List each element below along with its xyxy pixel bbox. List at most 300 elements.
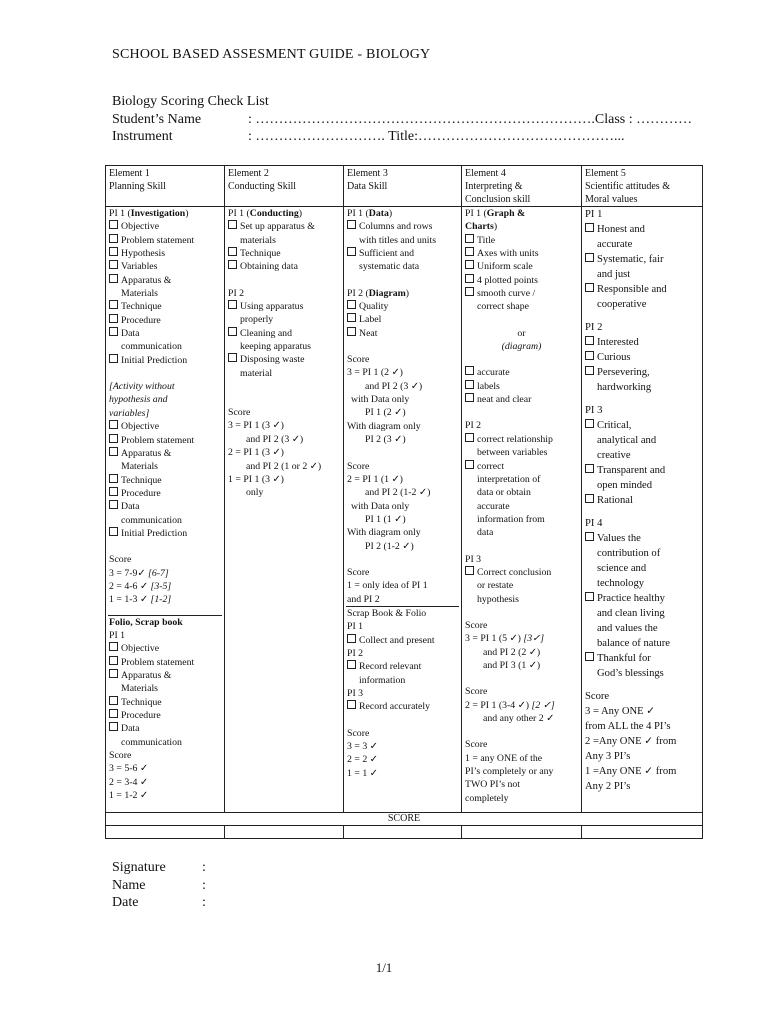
- item-label: Responsible and: [597, 284, 667, 295]
- pi-label: PI 1: [585, 209, 603, 220]
- item-label: Cleaning and: [240, 327, 292, 339]
- item-label: correct: [477, 460, 505, 472]
- score-label: Score: [347, 354, 370, 366]
- header-line: Conducting Skill: [228, 181, 297, 192]
- pi-label: ): [185, 208, 189, 219]
- checkbox-icon[interactable]: [228, 247, 237, 256]
- checkbox-icon[interactable]: [109, 247, 118, 256]
- item-label: Collect and present: [359, 634, 435, 646]
- header-element-1: [106, 166, 225, 207]
- item-label: properly: [240, 314, 274, 326]
- score-note: [3-5]: [150, 580, 172, 592]
- score-text: 3 = PI 1 (3 ✓): [228, 420, 284, 432]
- score-label: Score: [347, 460, 370, 472]
- checkbox-item[interactable]: [347, 327, 458, 340]
- item-label: 4 plotted points: [477, 274, 538, 286]
- score-label: Score: [465, 686, 488, 698]
- checkbox-item[interactable]: [347, 247, 458, 260]
- item-label: or restate: [477, 580, 514, 592]
- header-line: Moral values: [585, 194, 638, 205]
- item-label: analytical and: [597, 435, 657, 446]
- pi-label: ): [493, 221, 498, 233]
- item-label: communication: [121, 514, 182, 526]
- checkbox-icon[interactable]: [585, 652, 594, 661]
- checkbox-item[interactable]: [465, 274, 578, 287]
- checkbox-icon[interactable]: [585, 592, 594, 601]
- pi-bold: Investigation: [130, 208, 186, 219]
- item-label: accurate: [477, 367, 510, 379]
- pi-label: PI 2: [465, 420, 482, 432]
- checkbox-item[interactable]: [109, 642, 221, 655]
- checkbox-item[interactable]: [109, 447, 221, 460]
- note-text: [Activity without: [109, 381, 175, 393]
- checkbox-item[interactable]: [347, 700, 458, 713]
- item-label: Objective: [121, 421, 160, 433]
- score-text: 1 = any ONE of the: [465, 752, 543, 764]
- checkbox-item[interactable]: [228, 260, 340, 273]
- checkbox-item[interactable]: [109, 696, 221, 709]
- checkbox-icon[interactable]: [347, 327, 356, 336]
- signature-row: [112, 860, 206, 876]
- item-label: Data: [121, 723, 140, 735]
- item-label: keeping apparatus: [240, 341, 311, 353]
- score-text: 3 = PI 1 (5 ✓): [465, 633, 521, 645]
- score-text: and any other 2 ✓: [483, 713, 555, 724]
- item-label: communication: [121, 341, 182, 353]
- checkbox-item[interactable]: [585, 252, 699, 267]
- name-row: [112, 878, 206, 894]
- pi-heading: [347, 207, 458, 220]
- item-label: interpretation of: [477, 473, 541, 485]
- checkbox-item[interactable]: [465, 393, 578, 406]
- checkbox-item[interactable]: [585, 222, 699, 237]
- item-label: Initial Prediction: [121, 527, 188, 539]
- checkbox-icon[interactable]: [465, 566, 474, 575]
- checkbox-icon[interactable]: [109, 327, 118, 336]
- or-text: or: [517, 327, 526, 339]
- pi-label: PI 1 (: [465, 208, 487, 219]
- score-text: 2 = 3-4 ✓: [109, 776, 149, 788]
- item-label: Rational: [597, 495, 633, 506]
- score-text: 2 =Any ONE ✓ from: [585, 736, 677, 747]
- checkbox-icon[interactable]: [228, 260, 237, 269]
- score-text: 1 = 1-2 ✓: [109, 790, 149, 802]
- score-label: Score: [109, 554, 132, 566]
- checkbox-icon[interactable]: [109, 447, 118, 456]
- score-label: Score: [347, 566, 370, 578]
- checkbox-item[interactable]: [109, 500, 221, 513]
- item-label: Title: [477, 234, 496, 246]
- score-entry-row: [106, 826, 703, 839]
- checkbox-icon[interactable]: [585, 336, 594, 345]
- item-label: technology: [597, 578, 645, 589]
- checkbox-item[interactable]: [109, 260, 221, 273]
- score-text: 2 = PI 1 (3 ✓): [228, 447, 284, 459]
- score-label: Score: [465, 739, 488, 751]
- checkbox-item[interactable]: [109, 234, 221, 247]
- checkbox-item[interactable]: [465, 460, 578, 473]
- score-text: and PI 2 (3 ✓): [365, 380, 423, 392]
- item-label: Persevering,: [597, 367, 650, 378]
- item-label: Technique: [240, 248, 281, 260]
- checkbox-item[interactable]: [109, 327, 221, 340]
- pi-label: PI 3: [465, 553, 482, 565]
- score-label: Score: [465, 619, 488, 631]
- score-text: PI 2 (1-2 ✓): [365, 540, 414, 552]
- checkbox-icon[interactable]: [228, 327, 237, 336]
- header-line: Conclusion skill: [465, 194, 531, 205]
- name-label: Name: [112, 878, 146, 893]
- score-text: 2 = 4-6 ✓: [109, 580, 149, 592]
- checkbox-icon[interactable]: [109, 696, 118, 705]
- checkbox-item[interactable]: [109, 487, 221, 500]
- item-label: Critical,: [597, 420, 632, 431]
- pi-label: PI 3: [585, 405, 603, 416]
- checkbox-item[interactable]: [228, 327, 340, 340]
- score-text: with Data only: [351, 394, 410, 406]
- checkbox-item[interactable]: [347, 634, 458, 647]
- pi-bold: Diagram: [368, 287, 406, 299]
- checkbox-item[interactable]: [109, 314, 221, 327]
- instrument-value: : ………………………. Title:……………………………………...: [248, 129, 625, 144]
- checkbox-icon[interactable]: [109, 669, 118, 678]
- item-label: open minded: [597, 480, 653, 491]
- item-label: cooperative: [597, 299, 647, 310]
- checkbox-item[interactable]: [585, 365, 699, 380]
- checkbox-item[interactable]: [585, 531, 699, 546]
- checkbox-item[interactable]: [109, 420, 221, 433]
- element-1-cell: [106, 207, 225, 813]
- checkbox-icon[interactable]: [465, 234, 474, 243]
- checkbox-icon[interactable]: [465, 260, 474, 269]
- date-colon: :: [202, 895, 206, 910]
- score-text: and PI 2: [347, 593, 380, 605]
- score-text: and PI 2 (2 ✓): [483, 646, 541, 658]
- checkbox-icon[interactable]: [109, 722, 118, 731]
- checkbox-item[interactable]: [465, 566, 578, 579]
- item-label: Disposing waste: [240, 354, 305, 366]
- checkbox-icon[interactable]: [109, 487, 118, 496]
- checkbox-item[interactable]: [109, 300, 221, 313]
- checkbox-item[interactable]: [465, 260, 578, 273]
- checkbox-item[interactable]: [347, 220, 458, 233]
- score-cell-element-4[interactable]: [462, 826, 582, 839]
- instrument-row: [112, 129, 624, 145]
- checkbox-item[interactable]: [465, 366, 578, 379]
- checkbox-icon[interactable]: [347, 300, 356, 309]
- checkbox-item[interactable]: [585, 591, 699, 606]
- item-label: Hypothesis: [121, 248, 166, 260]
- scoring-table: [105, 165, 703, 839]
- checkbox-icon[interactable]: [465, 433, 474, 442]
- scrap-book-heading: Scrap Book & Folio: [347, 607, 427, 619]
- score-text: and PI 2 (1-2 ✓): [365, 487, 431, 499]
- score-text: Any 2 PI’s: [585, 781, 631, 792]
- checkbox-item[interactable]: [109, 709, 221, 722]
- pi-bold: Graph &: [486, 208, 526, 219]
- pi-label: PI 1: [109, 629, 126, 641]
- checkbox-item[interactable]: [347, 313, 458, 326]
- item-label: material: [240, 367, 273, 379]
- student-name-value: : ……………………………………………………………….Class : …………: [248, 112, 693, 127]
- student-name-row: [112, 112, 692, 128]
- signature-label: Signature: [112, 860, 166, 875]
- item-label: Quality: [359, 301, 389, 313]
- checkbox-icon[interactable]: [228, 220, 237, 229]
- item-label: Apparatus &: [121, 274, 172, 286]
- pi-label: PI 1: [347, 621, 364, 633]
- checkbox-item[interactable]: [585, 282, 699, 297]
- score-cell-element-5[interactable]: [582, 826, 703, 839]
- checkbox-icon[interactable]: [585, 532, 594, 541]
- checkbox-item[interactable]: [347, 660, 458, 673]
- checkbox-item[interactable]: [585, 335, 699, 350]
- score-cell-element-1[interactable]: [106, 826, 225, 839]
- item-label: Technique: [121, 696, 162, 708]
- checkbox-icon[interactable]: [109, 656, 118, 665]
- item-label: and just: [597, 269, 631, 280]
- checkbox-item[interactable]: [585, 463, 699, 478]
- item-label: Sufficient and: [359, 248, 415, 260]
- header-line: Element 1: [109, 168, 150, 179]
- item-label: Systematic, fair: [597, 254, 664, 265]
- checkbox-item[interactable]: [228, 247, 340, 260]
- checkbox-icon[interactable]: [109, 354, 118, 363]
- checkbox-icon[interactable]: [347, 634, 356, 643]
- checkbox-item[interactable]: [347, 300, 458, 313]
- checkbox-item[interactable]: [465, 234, 578, 247]
- score-text: 1 = 1 ✓: [347, 767, 378, 779]
- score-text: 2 = PI 1 (3-4 ✓): [465, 699, 530, 711]
- score-cell-element-2[interactable]: [225, 826, 344, 839]
- checkbox-icon[interactable]: [465, 460, 474, 469]
- score-text: and PI 2 (3 ✓): [246, 433, 304, 445]
- checkbox-icon[interactable]: [228, 353, 237, 362]
- header-line: Data Skill: [347, 181, 388, 192]
- item-label: Materials: [121, 461, 158, 473]
- score-label: Score: [228, 407, 251, 419]
- item-label: data: [477, 527, 494, 539]
- checkbox-icon[interactable]: [585, 366, 594, 375]
- item-label: accurate: [597, 239, 633, 250]
- checkbox-item[interactable]: [109, 722, 221, 735]
- content-row: [106, 207, 703, 813]
- item-label: accurate: [477, 500, 510, 512]
- checkbox-item[interactable]: [109, 354, 221, 367]
- checkbox-icon[interactable]: [465, 287, 474, 296]
- checkbox-item[interactable]: [585, 418, 699, 433]
- item-label: Initial Prediction: [121, 354, 188, 366]
- diagram-text: (diagram): [501, 341, 542, 353]
- checkbox-icon[interactable]: [465, 274, 474, 283]
- score-label: Score: [585, 691, 610, 702]
- checkbox-item[interactable]: [109, 656, 221, 669]
- checkbox-icon[interactable]: [228, 300, 237, 309]
- score-cell-element-3[interactable]: [344, 826, 462, 839]
- pi-label: PI 1 (: [228, 208, 250, 219]
- checkbox-item[interactable]: [228, 300, 340, 313]
- score-text: 1 = PI 1 (3 ✓): [228, 473, 284, 485]
- score-text: 1 =Any ONE ✓ from: [585, 766, 677, 777]
- checkbox-icon[interactable]: [347, 220, 356, 229]
- checkbox-item[interactable]: [465, 287, 578, 300]
- item-label: Thankful for: [597, 653, 651, 664]
- item-label: hardworking: [597, 382, 652, 393]
- item-label: Obtaining data: [240, 261, 298, 273]
- checkbox-item[interactable]: [109, 474, 221, 487]
- item-label: smooth curve /: [477, 288, 536, 300]
- item-label: Materials: [121, 288, 158, 300]
- checkbox-item[interactable]: [585, 493, 699, 508]
- checkbox-icon[interactable]: [109, 420, 118, 429]
- header-line: Element 2: [228, 168, 269, 179]
- score-text: With diagram only: [347, 527, 421, 539]
- checkbox-icon[interactable]: [585, 351, 594, 360]
- checkbox-icon[interactable]: [109, 474, 118, 483]
- score-row: [106, 813, 703, 826]
- header-element-3: [344, 166, 462, 207]
- checkbox-item[interactable]: [228, 353, 340, 366]
- item-label: contribution of: [597, 548, 661, 559]
- checkbox-icon[interactable]: [585, 283, 594, 292]
- item-label: Procedure: [121, 710, 161, 722]
- score-text: and PI 2 (1 or 2 ✓): [246, 460, 322, 472]
- item-label: Label: [359, 314, 382, 326]
- checkbox-icon[interactable]: [465, 366, 474, 375]
- checkbox-item[interactable]: [109, 434, 221, 447]
- item-label: and values the: [597, 623, 658, 634]
- item-label: with titles and units: [359, 234, 437, 246]
- checkbox-icon[interactable]: [109, 500, 118, 509]
- score-text: from ALL the 4 PI’s: [585, 721, 671, 732]
- item-label: Neat: [359, 327, 378, 339]
- item-label: Problem statement: [121, 434, 195, 446]
- pi-heading: [228, 207, 340, 220]
- item-label: Practice healthy: [597, 593, 665, 604]
- item-label: labels: [477, 380, 500, 392]
- score-text: 1 = only idea of PI 1: [347, 580, 428, 592]
- item-label: information: [359, 674, 406, 686]
- checkbox-icon[interactable]: [347, 313, 356, 322]
- item-label: creative: [597, 450, 631, 461]
- folio-heading: Folio, Scrap book: [109, 616, 183, 628]
- score-text: 2 = PI 1 (1 ✓): [347, 473, 403, 485]
- item-label: information from: [477, 513, 545, 525]
- pi-heading: [465, 207, 578, 220]
- checkbox-item[interactable]: [109, 220, 221, 233]
- checkbox-icon[interactable]: [585, 223, 594, 232]
- checkbox-icon[interactable]: [109, 527, 118, 536]
- checkbox-icon[interactable]: [109, 260, 118, 269]
- checkbox-icon[interactable]: [465, 380, 474, 389]
- checkbox-icon[interactable]: [109, 314, 118, 323]
- pi-label: PI 2 (: [347, 287, 369, 299]
- score-label: Score: [347, 727, 370, 739]
- score-line: [109, 580, 221, 593]
- checkbox-icon[interactable]: [585, 419, 594, 428]
- score-text: 3 = 3 ✓: [347, 741, 378, 753]
- header-line: Element 4: [465, 168, 506, 179]
- checkbox-icon[interactable]: [109, 300, 118, 309]
- name-colon: :: [202, 878, 206, 893]
- item-label: science and: [597, 563, 647, 574]
- item-label: Values the: [597, 533, 641, 544]
- score-note: [2 ✓]: [531, 699, 555, 711]
- checkbox-item[interactable]: [228, 220, 340, 233]
- checkbox-icon[interactable]: [109, 234, 118, 243]
- item-label: Objective: [121, 221, 160, 233]
- checkbox-item[interactable]: [465, 247, 578, 260]
- checkbox-icon[interactable]: [109, 220, 118, 229]
- checkbox-icon[interactable]: [109, 434, 118, 443]
- score-text: only: [246, 487, 264, 499]
- item-label: and clean living: [597, 608, 665, 619]
- header-element-5: [582, 166, 703, 207]
- pi-label: PI 1 (: [109, 208, 131, 219]
- item-label: neat and clear: [477, 394, 532, 406]
- checkbox-icon[interactable]: [465, 393, 474, 402]
- score-text: With diagram only: [347, 420, 421, 432]
- pi-label: PI 2: [585, 322, 603, 333]
- checklist-title: Biology Scoring Check List: [112, 94, 269, 109]
- score-text: completely: [465, 792, 509, 804]
- score-label: Score: [109, 750, 132, 762]
- pi-label: ): [388, 208, 393, 219]
- score-text: and PI 3 (1 ✓): [483, 659, 541, 671]
- checkbox-item[interactable]: [109, 669, 221, 682]
- checkbox-item[interactable]: [109, 527, 221, 540]
- checkbox-icon[interactable]: [109, 642, 118, 651]
- item-label: Interested: [597, 337, 639, 348]
- checkbox-item[interactable]: [109, 274, 221, 287]
- note-text: variables]: [109, 407, 150, 419]
- checkbox-icon[interactable]: [585, 494, 594, 503]
- pi-label: PI 1 (: [347, 208, 369, 219]
- item-label: Set up apparatus &: [240, 221, 315, 233]
- checkbox-icon[interactable]: [109, 709, 118, 718]
- score-line: [465, 699, 578, 712]
- score-text: PI 2 (3 ✓): [365, 434, 406, 446]
- checkbox-item[interactable]: [465, 433, 578, 446]
- checkbox-item[interactable]: [109, 247, 221, 260]
- score-line: [109, 593, 221, 606]
- item-label: Using apparatus: [240, 301, 304, 313]
- checkbox-item[interactable]: [585, 350, 699, 365]
- score-text: 2 = 2 ✓: [347, 754, 378, 766]
- item-label: Procedure: [121, 314, 161, 326]
- element-4-cell: [462, 207, 582, 813]
- item-label: hypothesis: [477, 593, 519, 605]
- item-label: Curious: [597, 352, 631, 363]
- checkbox-item[interactable]: [585, 651, 699, 666]
- item-label: Columns and rows: [359, 221, 433, 233]
- score-text: 3 = 5-6 ✓: [109, 763, 149, 775]
- item-label: communication: [121, 736, 182, 748]
- score-line: [109, 567, 221, 580]
- checkbox-icon[interactable]: [109, 274, 118, 283]
- checkbox-icon[interactable]: [465, 247, 474, 256]
- pi-label: PI 2: [228, 287, 245, 299]
- header-line: Element 5: [585, 168, 626, 179]
- header-line: Interpreting &: [465, 181, 523, 192]
- checkbox-icon[interactable]: [585, 464, 594, 473]
- score-row-label: SCORE: [106, 813, 703, 826]
- checkbox-item[interactable]: [465, 380, 578, 393]
- checkbox-icon[interactable]: [347, 660, 356, 669]
- checkbox-icon[interactable]: [347, 700, 356, 709]
- checkbox-icon[interactable]: [347, 247, 356, 256]
- checkbox-icon[interactable]: [585, 253, 594, 262]
